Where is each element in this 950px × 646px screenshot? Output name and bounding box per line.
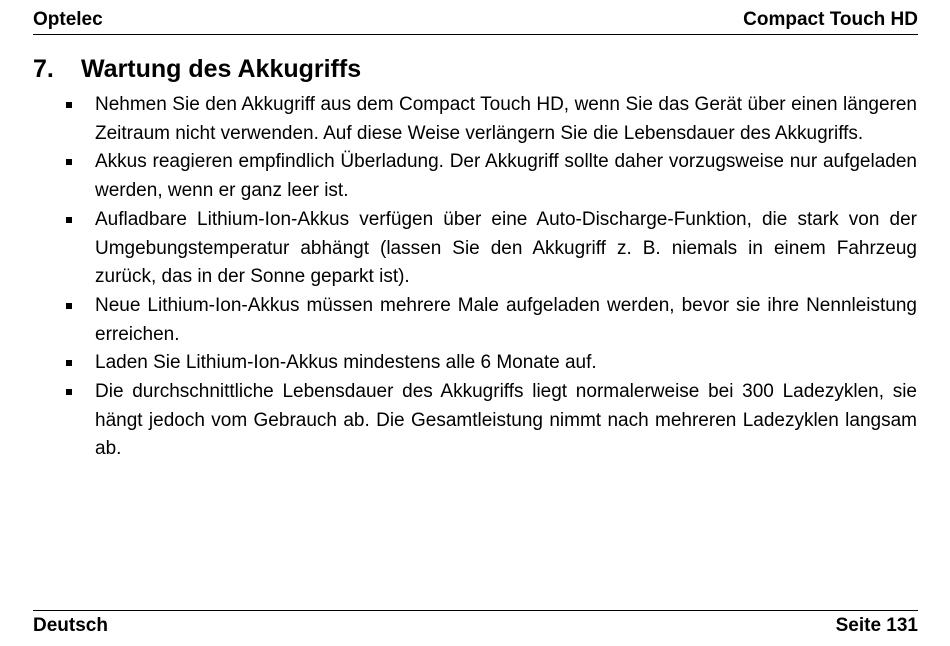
- list-item: [63, 378, 917, 464]
- square-bullet-icon: [66, 159, 72, 165]
- page-footer: [33, 610, 918, 637]
- list-item: [63, 206, 917, 292]
- list-item-text: Die durchschnittliche Lebensdauer des Akkugriffs liegt normalerweise bei 300 Ladezyklen, sie hängt jedoch vom Gebrauch ab. Die Gesamtleistung nimmt nach mehreren Ladezyklen langsam ab.: [95, 381, 917, 460]
- list-item-text: Laden Sie Lithium-Ion-Akkus mindestens alle 6 Monate auf.: [95, 352, 597, 374]
- list-item: [63, 91, 917, 148]
- list-item-text: Nehmen Sie den Akkugriff aus dem Compact Touch HD, wenn Sie das Gerät über einen längeren Zeitraum nicht verwenden. Auf diese Weise verlängern Sie die Lebensdauer des Akkugriffs.: [95, 94, 917, 144]
- list-item-text: Aufladbare Lithium-Ion-Akkus verfügen über eine Auto-Discharge-Funktion, die stark von der Umgebungstemperatur abhängt (lassen Sie den Akkugriff z. B. niemals in einem Fahrzeug zurück, das in der Sonne geparkt ist).: [95, 208, 917, 288]
- square-bullet-icon: [66, 102, 72, 108]
- page-number: Seite 131: [835, 615, 918, 636]
- list-item: [63, 148, 917, 205]
- square-bullet-icon: [66, 360, 72, 366]
- section-title: Wartung des Akkugriffs: [81, 55, 362, 83]
- page-header: [33, 7, 918, 35]
- section-heading: [33, 55, 361, 84]
- list-item: [63, 292, 917, 349]
- footer-language: Deutsch: [33, 615, 108, 636]
- square-bullet-icon: [66, 389, 72, 395]
- square-bullet-icon: [66, 217, 72, 223]
- header-brand: Optelec: [33, 9, 103, 30]
- square-bullet-icon: [66, 303, 72, 309]
- list-item-text: Neue Lithium-Ion-Akkus müssen mehrere Male aufgeladen werden, bevor sie ihre Nennleistung erreichen.: [95, 294, 917, 345]
- bullet-list: [63, 91, 917, 464]
- header-product: Compact Touch HD: [743, 9, 918, 30]
- section-number: 7.: [33, 55, 54, 83]
- list-item: [63, 349, 917, 378]
- list-item-text: Akkus reagieren empfindlich Überladung. Der Akkugriff sollte daher vorzugsweise nur aufgeladen werden, wenn er ganz leer ist.: [95, 151, 917, 202]
